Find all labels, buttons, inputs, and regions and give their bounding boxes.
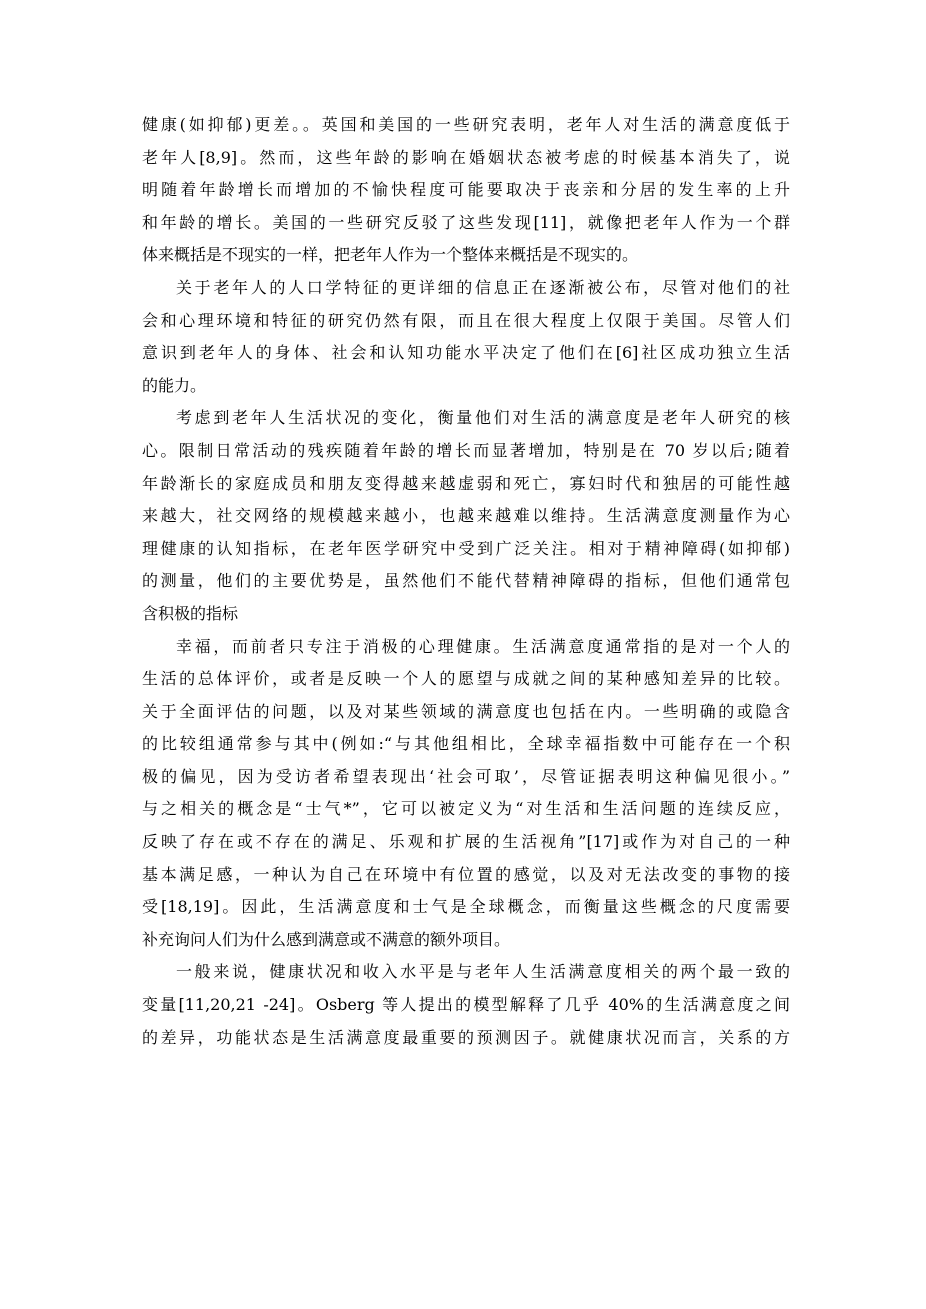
text-line: 年龄渐长的家庭成员和朋友变得越来越虚弱和死亡，寡妇时代和独居的可能性越 (142, 473, 790, 493)
text-line: 健康(如抑郁)更差。。英国和美国的一些研究表明，老年人对生活的满意度低于 (142, 115, 790, 134)
text-line: 与之相关的概念是“士气*”，它可以被定义为“对生活和生活问题的连续反应， (142, 799, 790, 819)
text-line: 关于全面评估的问题，以及对某些领域的满意度也包括在内。一些明确的或隐含 (142, 701, 790, 721)
text-line: 心。限制日常活动的残疾随着年龄的增长而显著增加，特别是在 70 岁以后;随着 (142, 440, 790, 460)
text-line: 的能力。 (142, 375, 207, 395)
text-line: 的比较组通常参与其中(例如:“与其他组相比，全球幸福指数中可能存在一个积 (142, 734, 790, 754)
text-line: 幸福，而前者只专注于消极的心理健康。生活满意度通常指的是对一个人的 (176, 636, 790, 656)
text-line: 体来概括是不现实的一样，把老年人作为一个整体来概括是不现实的。 (142, 245, 639, 265)
text-line: 的差异，功能状态是生活满意度最重要的预测因子。就健康状况而言，关系的方 (142, 1027, 790, 1047)
text-line: 变量[11,20,21 -24]。Osberg 等人提出的模型解释了几乎 40%的生活满意度之间 (142, 995, 790, 1015)
paragraph (142, 956, 790, 1054)
text-line: 受[18,19]。因此，生活满意度和士气是全球概念，而衡量这些概念的尺度需要 (142, 897, 790, 917)
text-line: 基本满足感，一种认为自己在环境中有位置的感觉，以及对无法改变的事物的接 (142, 864, 790, 884)
text-line: 明随着年龄增长而增加的不愉快程度可能要取决于丧亲和分居的发生率的上升 (142, 180, 790, 200)
text-line: 反映了存在或不存在的满足、乐观和扩展的生活视角”[17]或作为对自己的一种 (142, 832, 790, 852)
text-line: 极的偏见，因为受访者希望表现出‘社会可取’，尽管证据表明这种偏见很小。” (142, 766, 790, 786)
text-line: 补充询问人们为什么感到满意或不满意的额外项目。 (142, 929, 511, 949)
paragraph (142, 272, 790, 402)
paragraph (142, 109, 790, 272)
text-line: 关于老年人的人口学特征的更详细的信息正在逐渐被公布，尽管对他们的社 (176, 277, 790, 297)
paragraph (142, 402, 790, 630)
text-line: 和年龄的增长。美国的一些研究反驳了这些发现[11]，就像把老年人作为一个群 (142, 212, 790, 232)
text-line: 老年人[8,9]。然而，这些年龄的影响在婚姻状态被考虑的时候基本消失了，说 (142, 147, 790, 167)
paragraph (142, 631, 790, 957)
text-line: 会和心理环境和特征的研究仍然有限，而且在很大程度上仅限于美国。尽管人们 (142, 310, 790, 330)
document-page (142, 109, 790, 1054)
text-line: 含积极的指标 (142, 603, 239, 623)
text-line: 生活的总体评价，或者是反映一个人的愿望与成就之间的某种感知差异的比较。 (142, 669, 790, 689)
text-line: 来越大，社交网络的规模越来越小，也越来越难以维持。生活满意度测量作为心 (142, 506, 790, 526)
text-line: 考虑到老年人生活状况的变化，衡量他们对生活的满意度是老年人研究的核 (176, 408, 790, 428)
text-line: 的测量，他们的主要优势是，虽然他们不能代替精神障碍的指标，但他们通常包 (142, 571, 790, 591)
text-line: 意识到老年人的身体、社会和认知功能水平决定了他们在[6]社区成功独立生活 (142, 343, 790, 363)
text-line: 理健康的认知指标，在老年医学研究中受到广泛关注。相对于精神障碍(如抑郁) (142, 538, 790, 558)
text-line: 一般来说，健康状况和收入水平是与老年人生活满意度相关的两个最一致的 (176, 962, 790, 982)
